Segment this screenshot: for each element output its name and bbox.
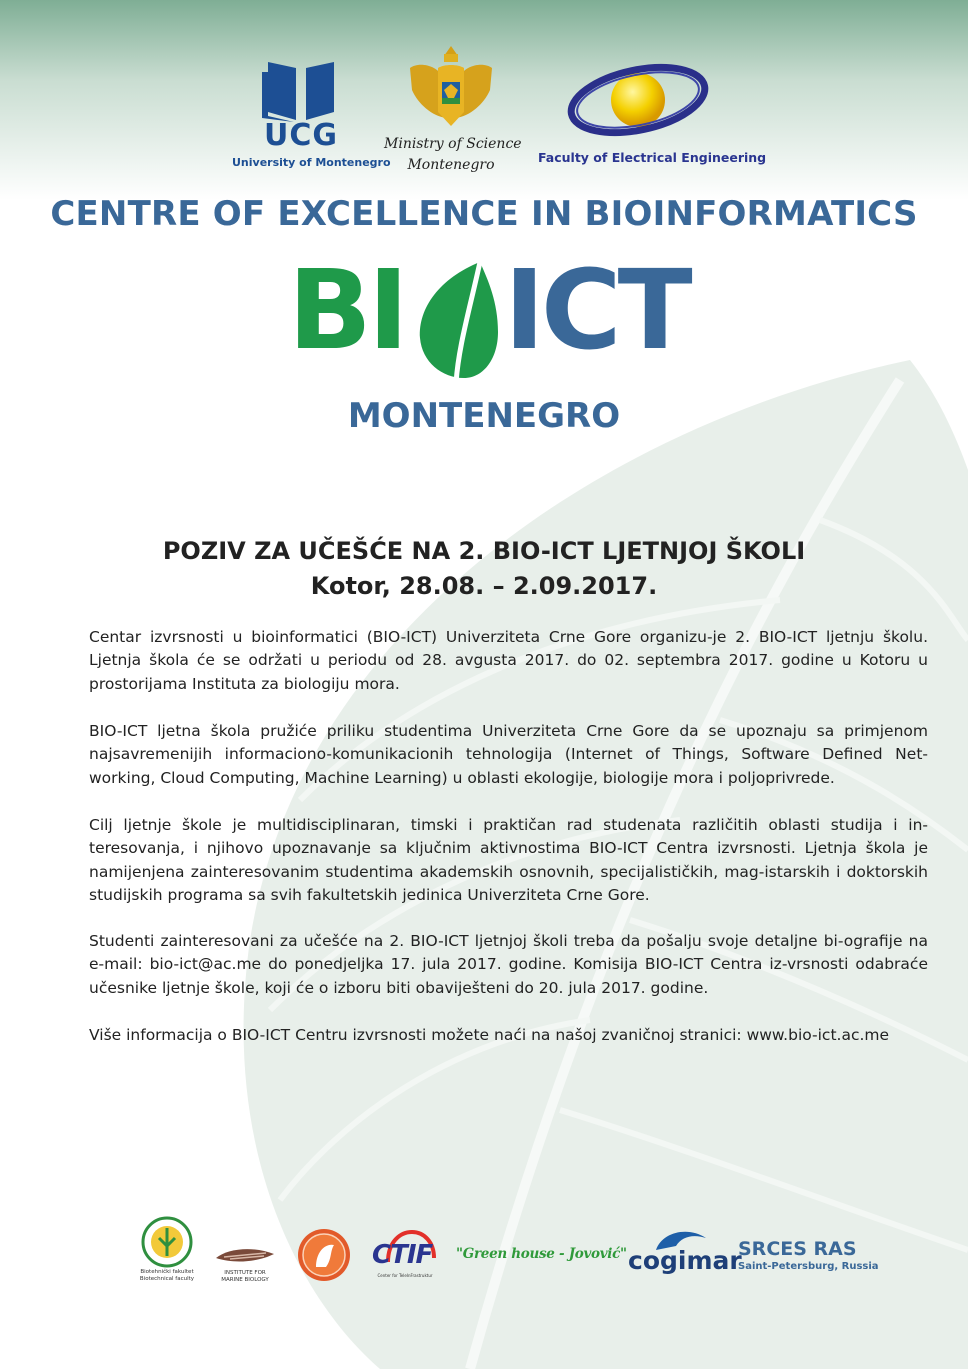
bioict-bi: BI <box>288 246 405 374</box>
ministry-line1: Ministry of Science <box>384 136 522 152</box>
shell-icon <box>214 1244 276 1266</box>
biotech-emblem-icon <box>132 1216 202 1268</box>
biotech-line2: Biotechnical faculty <box>139 1276 195 1282</box>
montenegro-label: MONTENEGRO <box>347 396 621 436</box>
biotech-line1: Biotehnički fakultet <box>140 1269 194 1275</box>
paragraph-more-info: Više informacija o BIO-ICT Centru izvrsnosti možete naći na našoj zvaničnoj stranici: www.bio-ict.ac.me <box>89 1026 890 1044</box>
ucg-name: University of Montenegro <box>232 156 391 169</box>
imb-logo <box>214 1244 276 1288</box>
ctif-name: CTIF <box>372 1240 433 1270</box>
rooster-seal-icon <box>296 1227 352 1283</box>
globe-orbit-icon <box>538 52 738 152</box>
srces-line2: Saint-Petersburg, Russia <box>738 1261 879 1272</box>
biotech-logo <box>132 1216 202 1290</box>
bioict-logo <box>288 246 689 388</box>
call-dates: Kotor, 28.08. – 2.09.2017. <box>310 572 658 600</box>
srces-line1: SRCES RAS <box>738 1238 857 1260</box>
imb-line1: INSTITUTE FOR <box>224 1270 266 1276</box>
paragraph-application: Studenti zainteresovani za učešće na 2. BIO-ICT ljetnjoj školi treba da pošalju svoje detaljne bi-ografije na e-mail: bio-ict@ac.me do ponedjeljka 17. jula 2017. godine. Komisija BIO-ICT Centra iz-vrsnosti odabraće učesnike ljetnje škole, koji će o izboru biti obaviješteni do 20. jula 2017. godine. <box>89 932 928 997</box>
bioict-ict: ICT <box>504 246 689 374</box>
ucg-abbr: UCG <box>263 118 338 153</box>
ucg-book-icon <box>232 58 370 126</box>
imb-line2: MARINE BIOLOGY <box>221 1277 269 1283</box>
paragraph-intro: Centar izvrsnosti u bioinformatici (BIO-ICT) Univerziteta Crne Gore organizu-je 2. BIO-ICT ljetnju školu. Ljetnja škola će se održati u periodu od 28. avgusta 2017. do 02. septembra 2017. godine u Kotoru u prostorijama Instituta za biologiju mora. <box>89 628 928 693</box>
coat-of-arms-icon <box>384 38 518 134</box>
page-title: CENTRE OF EXCELLENCE IN BIOINFORMATICS <box>50 194 918 234</box>
etf-name: Faculty of Electrical Engineering <box>538 150 767 165</box>
leaf-icon <box>410 258 506 386</box>
ministry-logo <box>384 38 522 178</box>
greenhouse-logo: "Green house - Jovović" <box>456 1246 627 1262</box>
cogimar-logo <box>628 1226 742 1282</box>
call-title: POZIV ZA UČEŠĆE NA 2. BIO-ICT LJETNJOJ ŠKOLI <box>162 537 806 565</box>
srces-logo <box>738 1238 879 1278</box>
paragraph-goal: Cilj ljetnje škole je multidisciplinaran, timski i praktičan rad studenata različitih oblasti studija i in-teresovanja, i njihovo upoznavanje sa ključnim aktivnostima BIO-ICT Centra izvrsnosti. Ljetnja škola je namijenjena zainteresovanim studentima akademskih osnovnih, specijalističkih, mag-istarskih i doktorskih studijskih programa sa svih fakultetskih jedinica Univerziteta Crne Gore. <box>89 816 928 904</box>
ctif-logo <box>370 1228 440 1284</box>
paragraph-opportunity: BIO-ICT ljetna škola pružiće priliku studentima Univerziteta Crne Gore da se upoznaju sa primjenom najsavremenijih informaciono-komunikacionih tehnologija (Internet of Things, Software Defined Net-working, Cloud Computing, Machine Learning) u oblasti ekologije, biologije mora i poljoprivrede. <box>89 722 928 787</box>
ctif-sub: Center for TeleInFrastruktur <box>377 1273 433 1278</box>
ministry-line2: Montenegro <box>407 157 495 173</box>
ucg-logo <box>232 58 391 173</box>
cogimar-name: cogimar <box>628 1246 742 1275</box>
etf-logo <box>538 52 767 176</box>
